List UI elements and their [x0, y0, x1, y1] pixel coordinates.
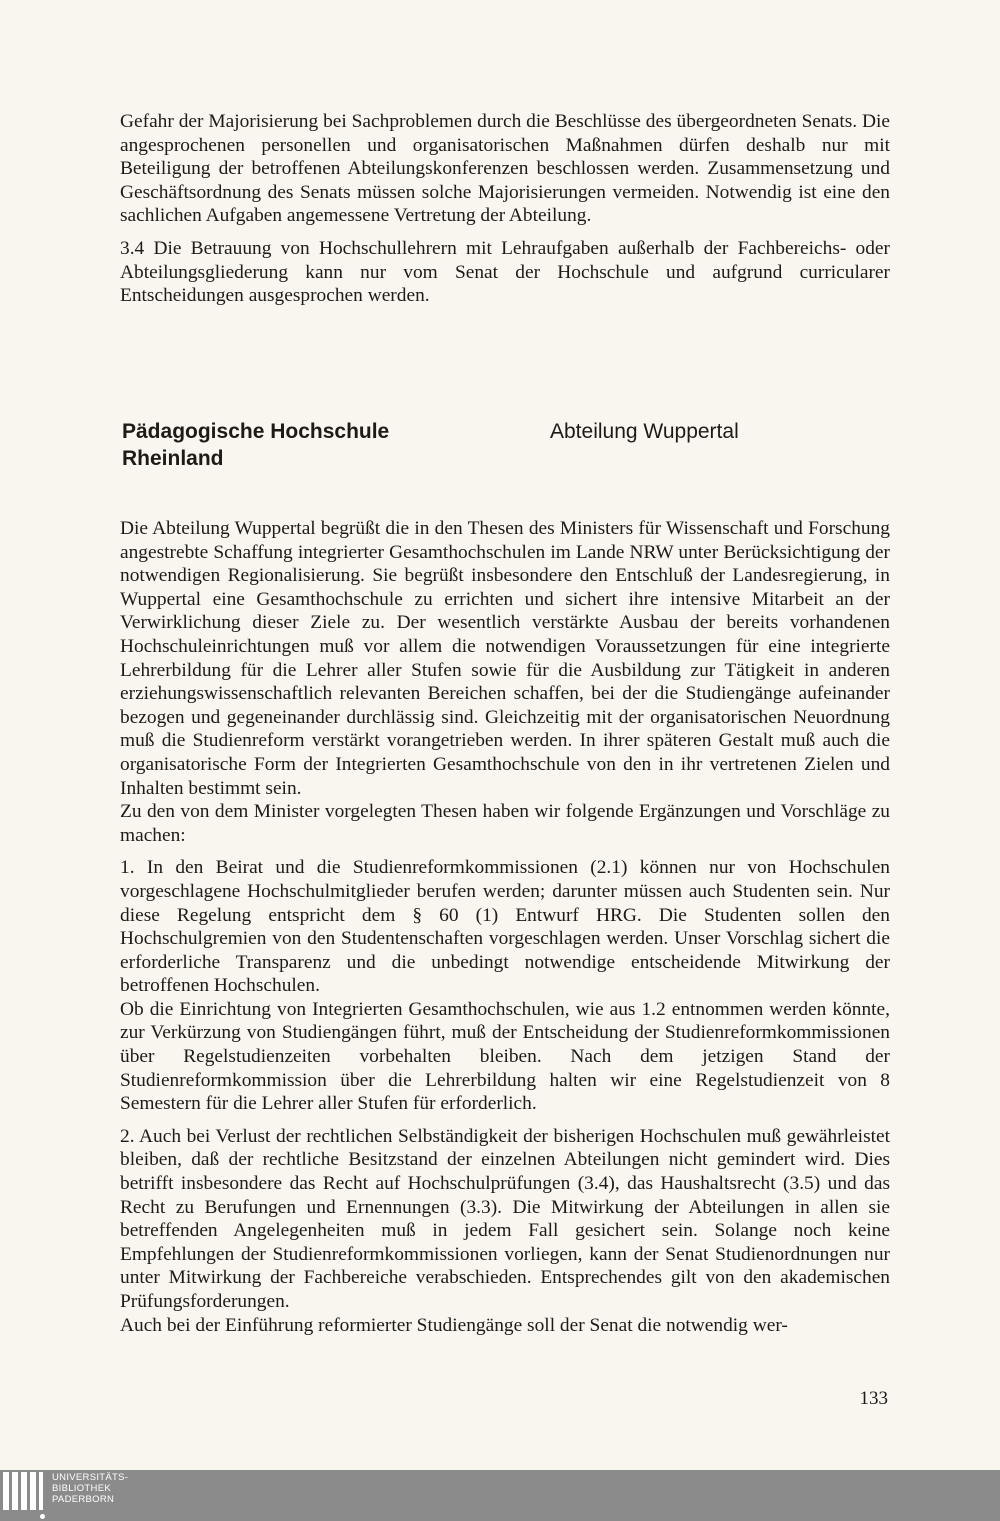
- paragraph-majorisierung: Gefahr der Majorisierung bei Sachproblemen durch die Beschlüsse des übergeordneten Senats. Die angesprochenen personellen und organisatorischen Maßnahmen dürfen deshalb nur mit Beteiligung der betroffenen Abteilungskonferenzen beschlossen werden. Zusammensetzung und Geschäftsordnung des Senats müssen solche Majorisierungen vermeiden. Notwendig ist eine den sachlichen Aufgaben angemessene Vertretung der Abteilung.: [120, 111, 890, 227]
- institution-line-2: Rheinland: [122, 447, 224, 470]
- paragraph-regelstudienzeit: Ob die Einrichtung von Integrierten Gesamthochschulen, wie aus 1.2 entnommen werden könnte, zur Verkürzung von Studiengängen führt, muß der Entscheidung der Studienreformkommissionen über Regelstudienzeiten vorbehalten bleiben. Nach dem jetzigen Stand der Studienreformkommission über die Lehrerbildung halten wir eine Regelstudienzeit von 8 Semestern für die Lehrer aller Stufen für erforderlich.: [120, 998, 890, 1115]
- institution-line-1: Pädagogische Hochschule: [122, 420, 390, 443]
- library-logo-text: [52, 1472, 128, 1505]
- text-block-main: [120, 517, 890, 1337]
- paragraph-reformierte-studiengaenge: Auch bei der Einführung reformierter Studiengänge soll der Senat die notwendig wer-: [120, 1314, 788, 1336]
- logo-dot-icon: [40, 1514, 45, 1519]
- institution-heading: [122, 418, 462, 472]
- paragraph-intro: Die Abteilung Wuppertal begrüßt die in den Thesen des Ministers für Wissenschaft und Forschung angestrebte Schaffung integrierter Gesamthochschulen im Lande NRW unter Berücksichtigung der notwendigen Regionalisierung. Sie begrüßt insbesondere den Entschluß der Landesregierung, in Wuppertal eine Gesamthochschule zu errichten und sichert ihre intensive Mitarbeit an der Verwirklichung dieser Ziele zu. Der wesentlich verstärkte Ausbau der bereits vorhandenen Hochschuleinrichtungen muß vor allem die notwendigen Voraussetzungen für eine integrierte Lehrerbildung für die Lehrer aller Stufen sowie für die Ausbildung zur Tätigkeit in anderen erziehungswissenschaftlich relevanten Bereichen schaffen, bei der die Studiengänge aufeinander bezogen und gegeneinander durchlässig sind. Gleichzeitig mit der organisatorischen Neuordnung muß die Studienreform verstärkt vorangetrieben werden. In ihrer späteren Gestalt muß auch die organisatorische Form der Integrierten Gesamthochschule von den in ihr vertretenen Zielen und Inhalten bestimmt sein.: [120, 518, 890, 799]
- paragraph-point-2: 2. Auch bei Verlust der rechtlichen Selbständigkeit der bisherigen Hochschulen muß gewährleistet bleiben, daß der rechtliche Besitzstand der einzelnen Abteilungen nicht gemindert wird. Dies betrifft insbesondere das Recht auf Hochschulprüfungen (3.4), das Haushaltsrecht (3.5) und das Recht zu Berufungen und Ernennungen (3.3). Die Mitwirkung der Abteilungen in allen sie betreffenden Angelegenheiten muß in jedem Fall gesichert sein. Solange noch keine Empfehlungen der Studienreformkommissionen vorliegen, kann der Senat Studienordnungen nur unter Mitwirkung der Fachbereiche verabschieden. Entsprechendes gilt von den akademischen Prüfungsforderungen.: [120, 1125, 890, 1312]
- page-number: 133: [859, 1388, 888, 1409]
- department-heading: Abteilung Wuppertal: [550, 420, 739, 443]
- library-footer-bar: [0, 1470, 1000, 1521]
- logo-line-2: BIBLIOTHEK: [52, 1483, 111, 1494]
- logo-line-1: UNIVERSITÄTS-: [52, 1472, 129, 1483]
- logo-line-3: PADERBORN: [52, 1494, 115, 1505]
- paragraph-point-1: 1. In den Beirat und die Studienreformkommissionen (2.1) können nur von Hochschulen vorgeschlagene Hochschulmitglieder berufen werden; darunter müssen auch Studenten sein. Nur diese Regelung entspricht dem § 60 (1) Entwurf HRG. Die Studenten sollen den Hochschulgremien von den Studentenschaften vorgeschlagen werden. Unser Vorschlag sichert die erforderliche Transparenz und die unbedingt notwendige entscheidende Mitwirkung der betroffenen Hochschulen.: [120, 857, 890, 997]
- paragraph-3-4: 3.4 Die Betrauung von Hochschullehrern mit Lehraufgaben außerhalb der Fachbereichs- oder Abteilungsgliederung kann nur vom Senat der Hochschule und aufgrund curricularer Entscheidungen ausgesprochen werden.: [120, 237, 890, 307]
- text-block-top: [120, 110, 890, 308]
- paragraph-proposals: Zu den von dem Minister vorgelegten Thesen haben wir folgende Ergänzungen und Vorschläge zu machen:: [120, 801, 890, 846]
